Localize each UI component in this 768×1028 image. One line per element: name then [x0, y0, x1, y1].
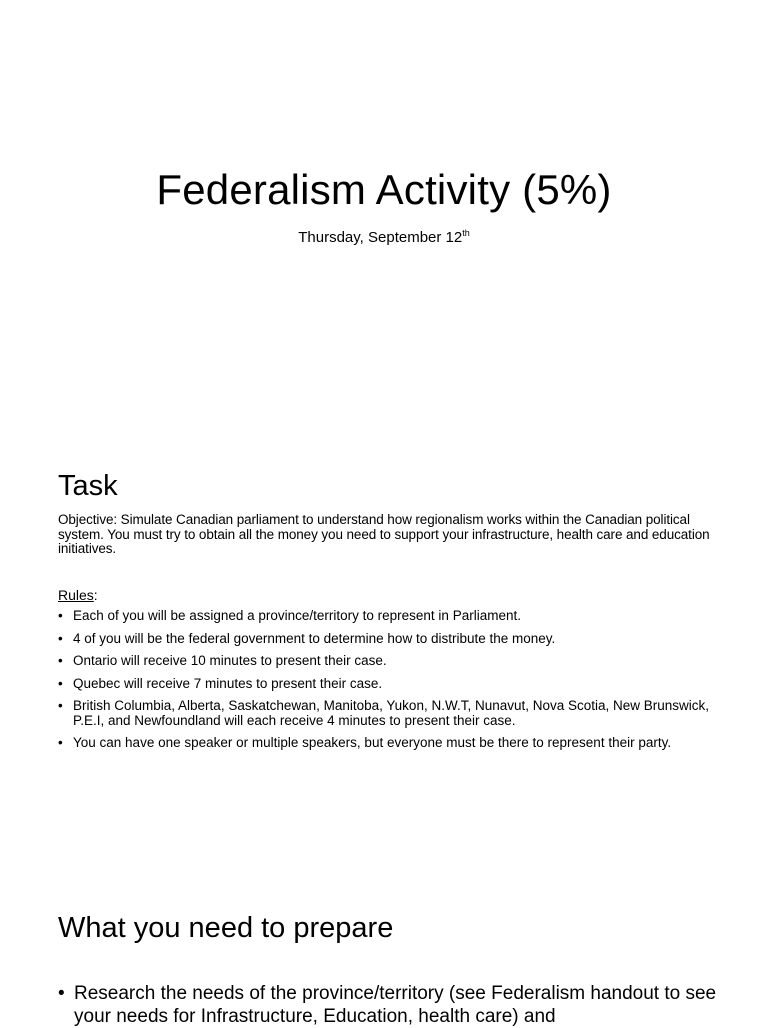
- task-slide: [0, 446, 768, 858]
- rule-text: British Columbia, Alberta, Saskatchewan, Manitoba, Yukon, N.W.T, Nunavut, Nova Scotia, New Brunswick, P.E.I, and Newfoundland will each receive 4 minutes to present their case.: [73, 698, 710, 728]
- title-slide: [0, 0, 768, 430]
- rule-item: [58, 654, 718, 669]
- rule-text: Quebec will receive 7 minutes to present their case.: [73, 675, 383, 691]
- rules-label: [58, 587, 98, 603]
- rule-item: [58, 632, 718, 647]
- bullet-icon: •: [58, 653, 63, 668]
- slide-date: [0, 229, 768, 246]
- prepare-heading: What you need to prepare: [58, 912, 394, 944]
- rules-colon: :: [93, 587, 98, 603]
- rule-text: Each of you will be assigned a province/territory to represent in Parliament.: [73, 608, 521, 623]
- date-suffix: th: [462, 228, 470, 238]
- rule-text: 4 of you will be the federal government to determine how to distribute the money.: [73, 630, 556, 646]
- rule-text: You can have one speaker or multiple speakers, but everyone must be there to represent their party.: [73, 735, 672, 750]
- rule-item: [58, 699, 718, 728]
- rule-item: [58, 677, 718, 692]
- rules-label-text: Rules: [58, 587, 94, 603]
- prepare-text: Research the needs of the province/territory (see Federalism handout to see your needs for Infrastructure, Education, health care) and: [74, 983, 717, 1027]
- rule-text: Ontario will receive 10 minutes to present their case.: [73, 653, 387, 668]
- prepare-item: [58, 982, 738, 1028]
- slide-title: Federalism Activity (5%): [156, 166, 612, 213]
- rule-item: [58, 609, 718, 624]
- bullet-icon: •: [58, 698, 63, 713]
- prepare-list: [58, 982, 738, 1028]
- task-heading: Task: [58, 470, 118, 502]
- prepare-slide: [0, 874, 768, 1027]
- objective-text: Objective: Simulate Canadian parliament to understand how regionalism works within the Canadian political system. You must try to obtain all the money you need to support your infrastructure, health care and education initiatives.: [58, 512, 710, 556]
- bullet-icon: •: [58, 735, 63, 750]
- bullet-icon: •: [58, 983, 65, 1004]
- bullet-icon: •: [58, 675, 63, 691]
- rules-list: [58, 609, 718, 759]
- bullet-icon: •: [58, 630, 63, 646]
- rule-item: [58, 736, 718, 751]
- bullet-icon: •: [58, 608, 63, 623]
- date-text: Thursday, September 12: [298, 229, 463, 246]
